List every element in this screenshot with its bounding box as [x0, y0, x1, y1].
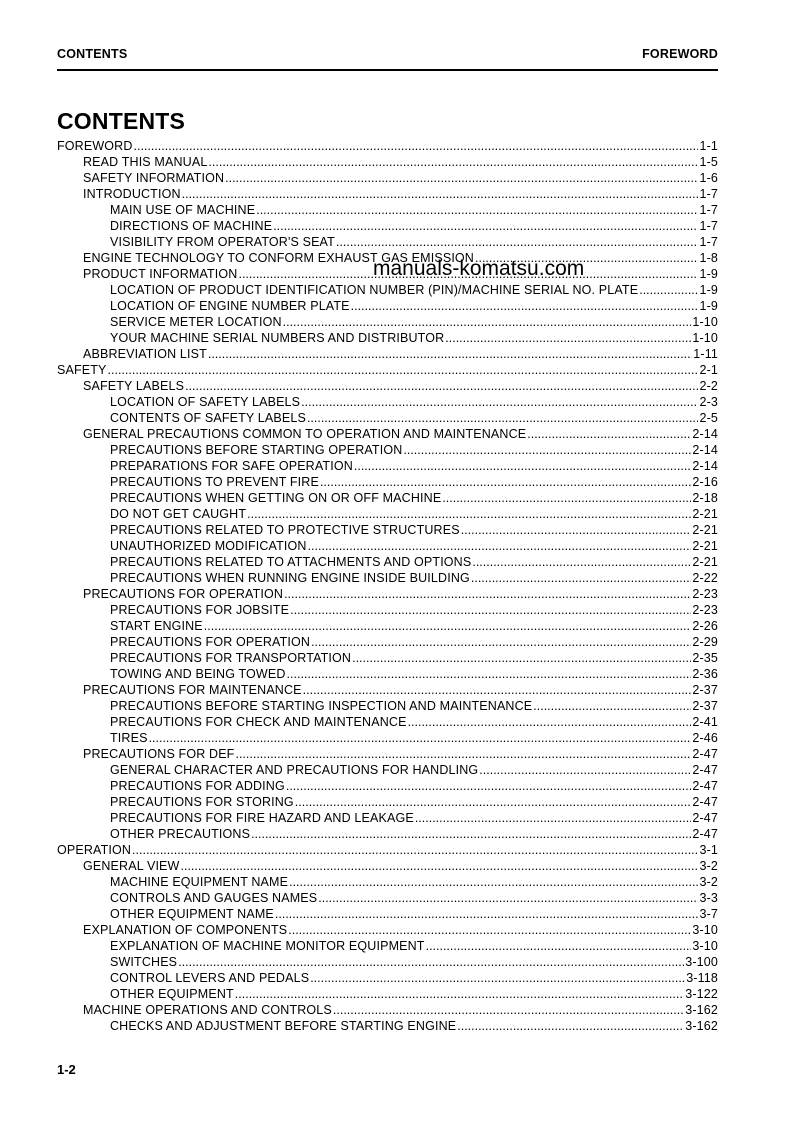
toc-entry-title: PRODUCT INFORMATION: [83, 267, 238, 281]
toc-dot-leader: [336, 234, 699, 250]
toc-entry-page: 1-5: [699, 155, 718, 169]
toc-dot-leader: [108, 362, 699, 378]
toc-dot-leader: [461, 522, 692, 538]
toc-entry[interactable]: [57, 842, 718, 858]
toc-entry-title: INTRODUCTION: [83, 187, 181, 201]
toc-entry-title: OTHER EQUIPMENT: [110, 987, 234, 1001]
toc-entry-page: 2-18: [692, 491, 718, 505]
toc-dot-leader: [471, 570, 692, 586]
toc-entry-page: 1-10: [692, 315, 718, 329]
toc-entry-page: 3-1: [699, 843, 718, 857]
toc-entry-title: GENERAL CHARACTER AND PRECAUTIONS FOR HANDLING: [110, 763, 479, 777]
toc-entry-title: GENERAL PRECAUTIONS COMMON TO OPERATION AND MAINTENANCE: [83, 427, 527, 441]
toc-entry-page: 3-100: [685, 955, 718, 969]
toc-entry-title: FOREWORD: [57, 139, 133, 153]
toc-entry-title: MACHINE OPERATIONS AND CONTROLS: [83, 1003, 332, 1017]
toc-dot-leader: [295, 794, 692, 810]
toc-dot-leader: [204, 618, 692, 634]
toc-dot-leader: [310, 970, 685, 986]
toc-entry-page: 3-2: [699, 859, 718, 873]
toc-dot-leader: [320, 474, 691, 490]
toc-dot-leader: [273, 218, 698, 234]
page-number: 1-2: [57, 1062, 76, 1077]
toc-entry[interactable]: [57, 138, 718, 154]
toc-entry-page: 2-22: [692, 571, 718, 585]
toc-entry-page: 2-36: [692, 667, 718, 681]
toc-entry[interactable]: [57, 1018, 718, 1034]
toc-dot-leader: [235, 986, 684, 1002]
toc-dot-leader: [479, 762, 691, 778]
toc-entry-page: 1-9: [699, 283, 718, 297]
toc-entry-page: 3-162: [685, 1003, 718, 1017]
toc-entry-page: 3-10: [692, 923, 718, 937]
toc-dot-leader: [527, 426, 691, 442]
toc-entry-page: 2-14: [692, 427, 718, 441]
toc-entry-page: 2-5: [699, 411, 718, 425]
toc-dot-leader: [289, 874, 698, 890]
toc-entry-page: 1-7: [699, 219, 718, 233]
toc-entry-title: SAFETY: [57, 363, 107, 377]
toc-entry-title: SERVICE METER LOCATION: [110, 315, 282, 329]
toc-entry[interactable]: [57, 602, 718, 618]
toc-entry-title: EXPLANATION OF COMPONENTS: [83, 923, 288, 937]
toc-entry-title: PRECAUTIONS FOR FIRE HAZARD AND LEAKAGE: [110, 811, 414, 825]
toc-entry-page: 1-7: [699, 187, 718, 201]
toc-entry[interactable]: [57, 362, 718, 378]
toc-entry-title: LOCATION OF SAFETY LABELS: [110, 395, 301, 409]
toc-entry-title: READ THIS MANUAL: [83, 155, 208, 169]
toc-entry-title: MAIN USE OF MACHINE: [110, 203, 256, 217]
toc-dot-leader: [333, 1002, 684, 1018]
toc-entry-page: 2-26: [692, 619, 718, 633]
toc-entry[interactable]: [57, 906, 718, 922]
toc-entry-title: SAFETY LABELS: [83, 379, 185, 393]
toc-entry[interactable]: [57, 730, 718, 746]
toc-entry-title: YOUR MACHINE SERIAL NUMBERS AND DISTRIBUTOR: [110, 331, 445, 345]
toc-entry-title: PRECAUTIONS FOR DEF: [83, 747, 235, 761]
toc-entry[interactable]: [57, 314, 718, 330]
toc-entry-page: 3-118: [686, 971, 718, 985]
toc-entry-page: 2-21: [692, 523, 718, 537]
toc-entry-title: PRECAUTIONS TO PREVENT FIRE: [110, 475, 319, 489]
toc-entry-title: SAFETY INFORMATION: [83, 171, 225, 185]
toc-entry-title: PRECAUTIONS FOR OPERATION: [110, 635, 311, 649]
toc-entry[interactable]: [57, 666, 718, 682]
toc-entry-title: PRECAUTIONS RELATED TO PROTECTIVE STRUCTURES: [110, 523, 460, 537]
toc-entry-page: 2-47: [692, 827, 718, 841]
toc-entry-title: PRECAUTIONS FOR CHECK AND MAINTENANCE: [110, 715, 407, 729]
toc-entry-title: PRECAUTIONS WHEN RUNNING ENGINE INSIDE BUILDING: [110, 571, 470, 585]
toc-entry[interactable]: [57, 954, 718, 970]
toc-dot-leader: [185, 378, 698, 394]
watermark: manuals-komatsu.com: [373, 257, 585, 280]
header-section-label: CONTENTS: [57, 47, 128, 61]
toc-dot-leader: [445, 330, 691, 346]
header-rule: [57, 69, 718, 71]
toc-entry-page: 2-47: [692, 795, 718, 809]
header-chapter-label: FOREWORD: [642, 47, 718, 61]
toc-entry[interactable]: [57, 586, 718, 602]
toc-entry[interactable]: [57, 282, 718, 298]
toc-entry-page: 3-122: [685, 987, 718, 1001]
toc-entry[interactable]: [57, 234, 718, 250]
toc-dot-leader: [308, 538, 692, 554]
toc-entry[interactable]: [57, 218, 718, 234]
toc-entry[interactable]: [57, 810, 718, 826]
toc-entry[interactable]: [57, 826, 718, 842]
toc-entry[interactable]: [57, 154, 718, 170]
toc-entry[interactable]: [57, 522, 718, 538]
toc-dot-leader: [354, 458, 691, 474]
toc-dot-leader: [301, 394, 698, 410]
toc-entry[interactable]: [57, 970, 718, 986]
toc-entry-page: 3-10: [692, 939, 718, 953]
toc-entry-title: DIRECTIONS OF MACHINE: [110, 219, 273, 233]
toc-entry[interactable]: [57, 410, 718, 426]
toc-entry-title: EXPLANATION OF MACHINE MONITOR EQUIPMENT: [110, 939, 425, 953]
toc-entry[interactable]: [57, 186, 718, 202]
toc-entry[interactable]: [57, 922, 718, 938]
toc-entry[interactable]: [57, 554, 718, 570]
toc-entry[interactable]: [57, 506, 718, 522]
toc-entry[interactable]: [57, 474, 718, 490]
toc-entry-page: 2-37: [692, 683, 718, 697]
toc-entry-title: CONTROL LEVERS AND PEDALS: [110, 971, 310, 985]
toc-entry-title: PRECAUTIONS FOR TRANSPORTATION: [110, 651, 352, 665]
toc-entry[interactable]: [57, 426, 718, 442]
toc-entry[interactable]: [57, 330, 718, 346]
toc-entry[interactable]: [57, 378, 718, 394]
toc-entry[interactable]: [57, 650, 718, 666]
toc-dot-leader: [247, 506, 691, 522]
toc-entry-page: 1-7: [699, 203, 718, 217]
toc-dot-leader: [457, 1018, 684, 1034]
toc-dot-leader: [256, 202, 698, 218]
toc-dot-leader: [208, 154, 698, 170]
toc-entry-title: CONTROLS AND GAUGES NAMES: [110, 891, 318, 905]
toc-entry[interactable]: [57, 762, 718, 778]
toc-entry-title: CHECKS AND ADJUSTMENT BEFORE STARTING ENGINE: [110, 1019, 457, 1033]
toc-entry-page: 3-162: [685, 1019, 718, 1033]
toc-entry-title: TOWING AND BEING TOWED: [110, 667, 286, 681]
toc-entry[interactable]: [57, 682, 718, 698]
toc-entry[interactable]: [57, 746, 718, 762]
toc-dot-leader: [235, 746, 691, 762]
toc-entry-title: PREPARATIONS FOR SAFE OPERATION: [110, 459, 353, 473]
toc-dot-leader: [208, 346, 692, 362]
toc-entry-title: PRECAUTIONS FOR MAINTENANCE: [83, 683, 302, 697]
toc-entry-title: OTHER PRECAUTIONS: [110, 827, 251, 841]
toc-entry[interactable]: [57, 778, 718, 794]
toc-entry-page: 1-9: [699, 267, 718, 281]
toc-entry-page: 2-47: [692, 747, 718, 761]
toc-dot-leader: [639, 282, 698, 298]
toc-entry[interactable]: [57, 714, 718, 730]
toc-entry-title: LOCATION OF PRODUCT IDENTIFICATION NUMBER (PIN)/MACHINE SERIAL NO. PLATE: [110, 283, 639, 297]
toc-entry[interactable]: [57, 858, 718, 874]
toc-entry-page: 2-1: [699, 363, 718, 377]
toc-entry-title: PRECAUTIONS FOR OPERATION: [83, 587, 284, 601]
toc-entry-title: VISIBILITY FROM OPERATOR'S SEAT: [110, 235, 335, 249]
toc-dot-leader: [275, 906, 699, 922]
toc-entry[interactable]: [57, 698, 718, 714]
toc-dot-leader: [132, 842, 698, 858]
toc-entry-page: 2-2: [699, 379, 718, 393]
toc-entry-page: 2-3: [699, 395, 718, 409]
toc-dot-leader: [149, 730, 692, 746]
toc-dot-leader: [351, 298, 699, 314]
toc-entry-title: PRECAUTIONS FOR ADDING: [110, 779, 285, 793]
toc-entry-title: UNAUTHORIZED MODIFICATION: [110, 539, 307, 553]
toc-entry[interactable]: [57, 618, 718, 634]
toc-entry-title: PRECAUTIONS FOR JOBSITE: [110, 603, 290, 617]
toc-entry-title: OPERATION: [57, 843, 132, 857]
toc-entry[interactable]: [57, 458, 718, 474]
toc-entry[interactable]: [57, 938, 718, 954]
toc-entry-page: 2-14: [692, 443, 718, 457]
toc-dot-leader: [284, 586, 691, 602]
toc-dot-leader: [352, 650, 691, 666]
toc-entry[interactable]: [57, 538, 718, 554]
toc-dot-leader: [303, 682, 692, 698]
toc-dot-leader: [134, 138, 699, 154]
toc-entry-title: TIRES: [110, 731, 148, 745]
toc-entry[interactable]: [57, 490, 718, 506]
toc-entry-title: PRECAUTIONS RELATED TO ATTACHMENTS AND OPTIONS: [110, 555, 472, 569]
toc-dot-leader: [182, 186, 699, 202]
toc-entry-page: 2-47: [692, 779, 718, 793]
toc-entry[interactable]: [57, 298, 718, 314]
toc-entry[interactable]: [57, 890, 718, 906]
toc-entry-title: GENERAL VIEW: [83, 859, 180, 873]
toc-entry[interactable]: [57, 570, 718, 586]
toc-entry-page: 1-10: [692, 331, 718, 345]
toc-entry-title: PRECAUTIONS FOR STORING: [110, 795, 294, 809]
toc-entry-title: ENGINE TECHNOLOGY TO CONFORM EXHAUST GAS EMISSION: [83, 251, 474, 265]
toc-dot-leader: [225, 170, 698, 186]
toc-entry[interactable]: [57, 202, 718, 218]
toc-entry-page: 2-35: [692, 651, 718, 665]
toc-dot-leader: [408, 714, 692, 730]
toc-dot-leader: [283, 314, 692, 330]
toc-entry-title: PRECAUTIONS BEFORE STARTING OPERATION: [110, 443, 403, 457]
page-title: CONTENTS: [57, 108, 186, 134]
toc-dot-leader: [290, 602, 691, 618]
toc-entry-page: 1-11: [693, 347, 718, 361]
toc-entry-page: 2-23: [692, 587, 718, 601]
toc-entry[interactable]: [57, 1002, 718, 1018]
toc-entry[interactable]: [57, 634, 718, 650]
toc-entry[interactable]: [57, 986, 718, 1002]
toc-dot-leader: [288, 922, 691, 938]
toc-entry-page: 2-47: [692, 811, 718, 825]
toc-entry-page: 3-3: [699, 891, 718, 905]
toc-entry-page: 1-1: [699, 139, 718, 153]
toc-entry-page: 2-23: [692, 603, 718, 617]
toc-entry-page: 1-6: [699, 171, 718, 185]
toc-entry-title: CONTENTS OF SAFETY LABELS: [110, 411, 306, 425]
toc-dot-leader: [472, 554, 691, 570]
toc-dot-leader: [251, 826, 691, 842]
toc-entry-title: OTHER EQUIPMENT NAME: [110, 907, 274, 921]
toc-entry-page: 2-21: [692, 555, 718, 569]
toc-entry-page: 2-41: [692, 715, 718, 729]
toc-entry-title: SWITCHES: [110, 955, 178, 969]
toc-entry-page: 2-21: [692, 539, 718, 553]
toc-entry-page: 3-7: [699, 907, 718, 921]
toc-dot-leader: [178, 954, 684, 970]
toc-entry[interactable]: [57, 874, 718, 890]
toc-entry-page: 1-9: [699, 299, 718, 313]
toc-entry[interactable]: [57, 170, 718, 186]
toc-entry-title: START ENGINE: [110, 619, 203, 633]
toc-entry-page: 3-2: [699, 875, 718, 889]
toc-entry[interactable]: [57, 442, 718, 458]
toc-entry[interactable]: [57, 794, 718, 810]
toc-entry-page: 2-16: [692, 475, 718, 489]
toc-dot-leader: [287, 666, 692, 682]
toc-dot-leader: [181, 858, 699, 874]
toc-entry-title: ABBREVIATION LIST: [83, 347, 207, 361]
toc-dot-leader: [318, 890, 698, 906]
toc-entry-title: PRECAUTIONS WHEN GETTING ON OR OFF MACHINE: [110, 491, 442, 505]
toc-entry-page: 2-46: [692, 731, 718, 745]
toc-entry-page: 2-37: [692, 699, 718, 713]
toc-dot-leader: [307, 410, 699, 426]
toc-entry-page: 2-47: [692, 763, 718, 777]
toc-entry-page: 2-21: [692, 507, 718, 521]
toc-entry[interactable]: [57, 394, 718, 410]
toc-entry-page: 1-8: [699, 251, 718, 265]
toc-dot-leader: [442, 490, 691, 506]
toc-entry-page: 1-7: [699, 235, 718, 249]
toc-dot-leader: [286, 778, 692, 794]
toc-entry-title: PRECAUTIONS BEFORE STARTING INSPECTION AND MAINTENANCE: [110, 699, 533, 713]
toc-entry-title: LOCATION OF ENGINE NUMBER PLATE: [110, 299, 350, 313]
toc-entry[interactable]: [57, 346, 718, 362]
toc-dot-leader: [311, 634, 691, 650]
toc-entry-title: DO NOT GET CAUGHT: [110, 507, 247, 521]
toc-entry-page: 2-14: [692, 459, 718, 473]
toc-dot-leader: [403, 442, 691, 458]
toc-dot-leader: [426, 938, 692, 954]
toc-dot-leader: [415, 810, 692, 826]
toc-dot-leader: [533, 698, 691, 714]
toc-entry-page: 2-29: [692, 635, 718, 649]
toc-entry-title: MACHINE EQUIPMENT NAME: [110, 875, 289, 889]
